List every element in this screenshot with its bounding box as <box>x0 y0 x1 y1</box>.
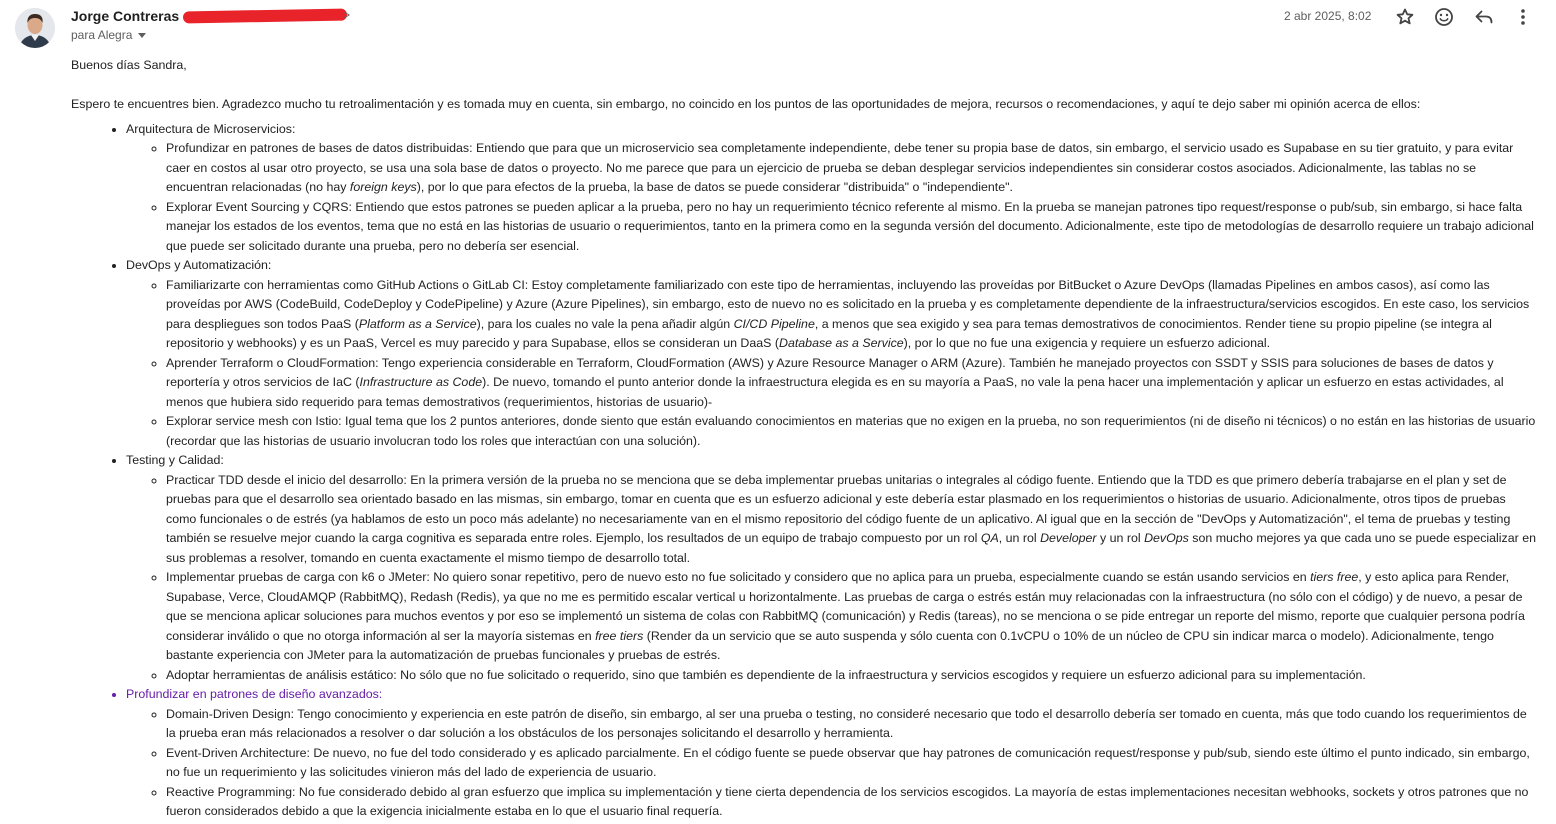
intro-paragraph: Espero te encuentres bien. Agradezco mucho tu retroalimentación y es tomada muy en cuenta, sin embargo, no coincido en los puntos de las oportunidades de mejora, recursos o recomendaciones, y aquí te dejo saber mi opinión acerca de ellos: <box>71 97 1421 111</box>
message-date: 2 abr 2025, 8:02 <box>1284 9 1372 23</box>
emoji-reaction-button[interactable] <box>1432 5 1456 29</box>
more-vert-icon <box>1511 5 1535 29</box>
sub-list <box>126 705 1536 822</box>
star-button[interactable] <box>1393 5 1417 29</box>
star-icon <box>1393 5 1417 29</box>
recipient-label: para Alegra <box>71 28 133 42</box>
sub-list <box>126 276 1536 452</box>
list-item: ◦ Adoptar herramientas de análisis estático: No sólo que no fue solicitado o requerido, sino que también es dependiente de la infraestructura y servicios escogidos y requiere un esfuerzo adicional para su implementación. <box>166 666 1536 686</box>
list-item: ◦ Event-Driven Architecture: De nuevo, no fue del todo considerado y es aplicado parcialmente. En el código fuente se puede observar que hay patrones de comunicación request/response y pub/sub, siendo este último el punto indicado, sin embargo, no fue un requerimiento y las solicitudes vinieron más del lado de experiencia de usuario. <box>166 744 1536 783</box>
reply-button[interactable] <box>1472 5 1496 29</box>
list-item: ◦ Profundizar en patrones de bases de datos distribuidas: Entiendo que para que un microservicio sea completamente independiente, debe tener su propia base de datos, sin embargo, el servicio usado es Supabase en su tier gratuito, y para evitar caer en costos al usar otro proyecto, se usa una sola base de datos o proyecto. No me parece que para un ejercicio de prueba se deban desplegar servicios independientes sin considerar costos asociados. Adicionalmente, las tablas no se encuentran relacionadas (no hay foreign keys), por lo que para efectos de la prueba, la base de datos se puede considerar "distribuida" o "independiente". <box>166 139 1536 198</box>
redaction-mark <box>183 9 347 24</box>
list-item <box>126 451 1536 685</box>
section-title: Arquitectura de Microservicios: <box>126 121 296 136</box>
list-item[interactable] <box>126 685 1536 822</box>
list-item: ◦ Reactive Programming: No fue considerado debido al gran esfuerzo que implica su implementación y tiene cierta dependencia de los servicios escogidos. La mayoría de estas implementaciones necesitan webhooks, sockets y otros patrones que no fueron considerados debido a que la exigencia inicialmente estaba en lo que el usuario final requería. <box>166 783 1536 822</box>
more-options-button[interactable] <box>1511 5 1535 29</box>
chevron-down-icon[interactable] <box>138 33 146 38</box>
section-title: DevOps y Automatización: <box>126 258 272 272</box>
section-title-link[interactable]: Profundizar en patrones de diseño avanzados: <box>126 687 383 701</box>
list-item: ◦ Explorar service mesh con Istio: Igual tema que los 2 puntos anteriores, donde siento que están evaluando conocimientos en materias que no exigen en la prueba, no son requerimientos (ni de diseño ni técnicos) o no están en las historias de usuario (recordar que las historias de usuario involucran todo los roles que interactúan con una solución). <box>166 412 1536 451</box>
sender-name[interactable]: Jorge Contreras <box>71 8 180 24</box>
list-item: ◦ Implementar pruebas de carga con k6 o JMeter: No quiero sonar repetitivo, pero de nuevo esto no fue solicitado y considero que no aplica para un prueba, especialmente cuando se están usando servicios en tiers free, y esto aplica para Render, Supabase, Verce, CloudAMQP (RabbitMQ), Redash (Redis), ya que no me es permitido escalar vertical u horizontalmente. Las pruebas de carga o estrés están muy relacionadas con la infraestructura (no sólo con el código) y de nuevo, a pesar de que se menciona aplicar soluciones para muchos eventos y por eso se implementó un sistema de colas con RabbitMQ (comunicación) y Redis (tareas), no se menciona o se pide entregar un reporte del mismo, reporte que cualquier persona podría considerar inválido o que no otorga información al ser la mayoría sistemas en free tiers (Render da un servicio que se auto suspenda y sólo cuenta con 0.1vCPU o 10% de un núcleo de CPU sin indicar marca o modelo). Adicionalmente, tengo bastante experiencia con JMeter para la automatización de pruebas funcionales y pruebas de estrés. <box>166 568 1536 666</box>
recipient-dropdown[interactable] <box>71 28 146 42</box>
section-title: Testing y Calidad: <box>126 453 224 467</box>
list-item: ◦ Familiarizarte con herramientas como GitHub Actions o GitLab CI: Estoy completamente familiarizado con este tipo de herramientas, incluyendo las proveídas por BitBucket o Azure DevOps (llamadas Pipelines en ambos casos), así como las proveídas por AWS (CodeBuild, CodeDeploy y CodePipeline) y Azure (Azure Pipelines), sin embargo, esto de nuevo no es solicitado en la prueba y es completamente dependiente de la infraestructura/servicios escogidos. En este caso, los servicios para despliegues son todos PaaS (Platform as a Service), para los cuales no vale la pena añadir algún CI/CD Pipeline, a menos que sea exigido y sea para temas demostrativos de conocimientos. Render tiene su propio pipeline (se integra al repositorio y webhooks) y es un PaaS, Vercel es muy parecido y para Supabase, ellos se consideran un DaaS (Database as a Service), por lo que no fue una exigencia y requiere un esfuerzo adicional. <box>166 276 1536 354</box>
sections-list <box>71 120 1536 822</box>
list-item: ◦ Domain-Driven Design: Tengo conocimiento y experiencia en este patrón de diseño, sin embargo, al ser una prueba o testing, no consideré necesario que todo el desarrollo debería ser tomado en cuenta, más que todo cuando los requerimientos de la prueba eran más relacionados a resolver o dar solución a los obstáculos de los personajes solicitando el desarrollo y herramienta. <box>166 705 1536 744</box>
sub-list <box>126 471 1536 686</box>
list-item: ◦ Practicar TDD desde el inicio del desarrollo: En la primera versión de la prueba no se menciona que se deba implementar pruebas unitarias o integrales al código fuente. Entiendo que la TDD es que primero debería trabajarse en el plan y set de pruebas para que el desarrollo sea orientado basado en las mismas, sin embargo, tomar en cuenta que es un esfuerzo adicional y este debería estar plasmado en los requerimientos o historias de usuario. Adicionalmente, otros tipos de pruebas como funcionales o de estrés (ya hablamos de esto un poco más adelante) no necesariamente van en el mismo repositorio del código fuente de un aplicativo. Al igual que en la sección de "DevOps y Automatización", el tema de pruebas y testing también se resuelve mejor cuando la carga cognitiva es separada entre roles. Ejemplo, los resultados de un equipo de trabajo compuesto por un rol QA, un rol Developer y un rol DevOps son mucho mejores ya que cada uno se puede especializar en sus problemas a resolver, tomando en cuenta exactamente el mismo tiempo de desarrollo total. <box>166 471 1536 569</box>
reply-icon <box>1472 5 1496 29</box>
greeting: Buenos días Sandra, <box>71 58 187 72</box>
sub-list <box>126 139 1536 256</box>
list-item: ◦ Explorar Event Sourcing y CQRS: Entiendo que estos patrones se pueden aplicar a la prueba, pero no hay un requerimiento técnico referente al mismo. En la prueba se manejan patrones tipo request/response o pub/sub, sin embargo, si hace falta manejar los estados de los eventos, tema que no está en las historias de usuario o requerimientos, tanto en la primera como en la segunda versión del documento. Adicionalmente, este tipo de metodologías de desarrollo requiere un trabajo adicional que puede ser solicitado durante una prueba, pero no debería ser esencial. <box>166 198 1536 257</box>
list-item: ◦ Aprender Terraform o CloudFormation: Tengo experiencia considerable en Terraform, CloudFormation (AWS) y Azure Resource Manager o ARM (Azure). También he manejado proyectos con SSDT y SSIS para soluciones de bases de datos y reportería y otros servicios de IaC (Infrastructure as Code). De nuevo, tomando el punto anterior donde la infraestructura elegida es en su mayoría a PaaS, no vale la pena hacer una implementación y aplicar un esfuerzo en estas actividades, al menos que hubiera sido requerido para temas demostrativos (requerimientos, historias de usuario)- <box>166 354 1536 413</box>
sender-avatar[interactable] <box>15 8 55 48</box>
list-item <box>126 256 1536 451</box>
sender-email: > <box>343 8 351 22</box>
emoji-icon <box>1432 5 1456 29</box>
list-item <box>126 120 1536 257</box>
avatar-photo <box>15 8 55 48</box>
message-body <box>71 56 1536 822</box>
